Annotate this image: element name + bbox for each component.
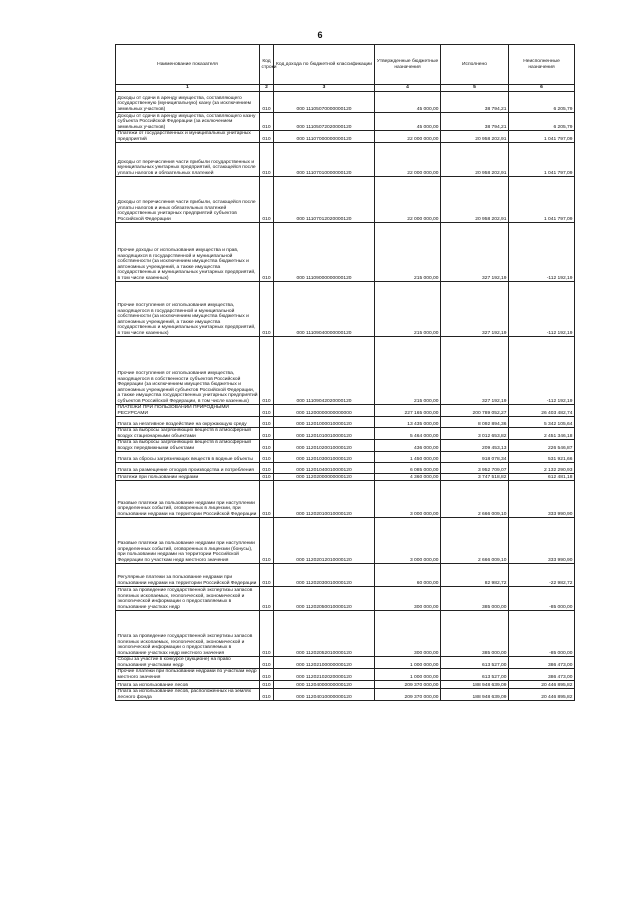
column-number: 3 [274,85,375,92]
table-row [116,587,575,611]
row-executed: 327 192,19 [441,337,509,405]
column-number: 1 [116,85,260,92]
row-unexecuted: 1 041 797,09 [509,143,575,177]
row-executed: 3 952 709,07 [441,463,509,474]
table-row [116,463,575,474]
row-approved: 22 000 000,00 [375,177,441,223]
header-line-code: Код строки [260,45,274,85]
row-unexecuted: 20 446 895,82 [509,689,575,701]
row-budget-code: 000 11107012020000120 [274,177,375,223]
table-row [116,669,575,681]
row-budget-code: 000 11200000000000000 [274,405,375,417]
row-budget-code: 000 11204010000000120 [274,689,375,701]
row-unexecuted: 2 132 290,93 [509,463,575,474]
row-unexecuted: 5 342 105,64 [509,417,575,428]
row-name: ПЛАТЕЖИ ПРИ ПОЛЬЗОВАНИИ ПРИРОДНЫМИ РЕСУРСАМИ [116,405,260,417]
row-line-code: 010 [260,474,274,481]
row-approved: 22 000 000,00 [375,143,441,177]
header-name: Наименование показателя [116,45,260,85]
table-row [116,113,575,131]
row-approved: 1 000 000,00 [375,669,441,681]
row-budget-code: 000 11201020010000120 [274,440,375,452]
row-budget-code: 000 11202010010000120 [274,481,375,518]
table-row [116,689,575,701]
row-unexecuted: 26 403 482,74 [509,405,575,417]
row-unexecuted: 531 921,66 [509,452,575,463]
row-unexecuted: -22 982,72 [509,564,575,587]
row-budget-code: 000 11201040010000120 [274,463,375,474]
row-name: Плата за использование лесов, расположенных на землях лесного фонда [116,689,260,701]
row-budget-code: 000 11202030010000120 [274,564,375,587]
table-row [116,405,575,417]
row-budget-code: 000 11109040000000120 [274,282,375,337]
row-budget-code: 000 11201030010000120 [274,452,375,463]
row-executed: 20 958 202,91 [441,131,509,143]
row-unexecuted: 612 481,18 [509,474,575,481]
row-line-code: 010 [260,440,274,452]
table-row [116,143,575,177]
row-name: Разовые платежи за пользование недрами при наступлении определенных событий, оговоренных в лицензии (бонусы), при пользовании недрами на территории Российской Федерации по участкам недр местного значения [116,518,260,564]
row-unexecuted: -112 192,19 [509,337,575,405]
row-name: Доходы от перечисления части прибыли, остающейся после уплаты налогов и иных обязательных платежей государственных унитарных предприятий субъектов Российской Федерации [116,177,260,223]
table-row [116,481,575,518]
row-line-code: 010 [260,481,274,518]
row-executed: 8 092 894,36 [441,417,509,428]
row-budget-code: 000 11201010010000120 [274,428,375,440]
row-name: Прочие доходы от использования имущества и прав, находящихся в государственной и муниципальной собственности (за исключением имущества бюджетных и автономных учреждений, а также имущества государственных и муниципальных унитарных предприятий, в том числе казенных) [116,223,260,282]
row-line-code: 010 [260,669,274,681]
row-approved: 22 000 000,00 [375,131,441,143]
row-unexecuted: 386 473,00 [509,657,575,669]
row-executed: 3 012 653,82 [441,428,509,440]
row-unexecuted: -85 000,00 [509,587,575,611]
table-row [116,417,575,428]
row-unexecuted: -112 192,19 [509,282,575,337]
row-executed: 2 666 009,10 [441,481,509,518]
row-name: Плата за проведение государственной экспертизы запасов полезных ископаемых, геологической, экономической и экологической информации о предоставляемых в пользование участках недр [116,587,260,611]
table-row [116,474,575,481]
row-name: Доходы от сдачи в аренду имущества, составляющего государственную (муниципальную) казну (за исключением земельных участков) [116,92,260,113]
row-line-code: 010 [260,337,274,405]
row-budget-code: 000 11201000010000120 [274,417,375,428]
row-approved: 60 000,00 [375,564,441,587]
row-line-code: 010 [260,143,274,177]
row-line-code: 010 [260,681,274,689]
row-name: Прочие поступления от использования имущества, находящегося в государственной и муниципальной собственности (за исключением имущества бюджетных и автономных учреждений, а также имущества государственных и муниципальных унитарных предприятий, в том числе казенных) [116,282,260,337]
header-executed: Исполнено [441,45,509,85]
row-line-code: 010 [260,92,274,113]
table-row [116,452,575,463]
table-row [116,337,575,405]
row-executed: 327 192,19 [441,223,509,282]
row-approved: 45 000,00 [375,92,441,113]
row-name: Плата за выбросы загрязняющих веществ в атмосферный воздух стационарными объектами [116,428,260,440]
row-executed: 38 794,21 [441,113,509,131]
row-executed: 918 078,34 [441,452,509,463]
column-number: 2 [260,85,274,92]
row-line-code: 010 [260,689,274,701]
table-row [116,564,575,587]
row-budget-code: 000 11109000000000120 [274,223,375,282]
row-budget-code: 000 11202052010000120 [274,611,375,657]
row-unexecuted: 1 041 797,09 [509,131,575,143]
row-line-code: 010 [260,657,274,669]
row-line-code: 010 [260,452,274,463]
page-number: 6 [317,30,323,40]
header-unexecuted: Неисполненные назначения [509,45,575,85]
row-approved: 436 000,00 [375,440,441,452]
row-approved: 300 000,00 [375,611,441,657]
row-line-code: 010 [260,587,274,611]
row-name: Плата за негативное воздействие на окружающую среду [116,417,260,428]
row-approved: 209 370 000,00 [375,689,441,701]
table-body [116,92,575,701]
row-budget-code: 000 11202050010000120 [274,587,375,611]
row-executed: 20 958 202,91 [441,143,509,177]
row-approved: 1 450 000,00 [375,452,441,463]
table-row [116,440,575,452]
row-line-code: 010 [260,417,274,428]
row-unexecuted: 386 473,00 [509,669,575,681]
row-unexecuted: -112 192,19 [509,223,575,282]
row-budget-code: 000 11202012010000120 [274,518,375,564]
column-number: 6 [509,85,575,92]
header-row [116,45,575,85]
revenue-table [115,44,575,701]
row-budget-code: 000 11107010000000120 [274,143,375,177]
row-name: Доходы от перечисления части прибыли государственных и муниципальных унитарных предприятий, остающейся после уплаты налогов и обязательных платежей [116,143,260,177]
column-number: 4 [375,85,441,92]
table-row [116,177,575,223]
row-executed: 38 794,21 [441,92,509,113]
row-executed: 3 747 518,82 [441,474,509,481]
row-executed: 385 000,00 [441,611,509,657]
table-row [116,131,575,143]
row-executed: 2 666 009,10 [441,518,509,564]
row-budget-code: 000 11109042020000120 [274,337,375,405]
row-approved: 3 000 000,00 [375,481,441,518]
row-executed: 327 192,19 [441,282,509,337]
column-number-row [116,85,575,92]
row-approved: 13 435 000,00 [375,417,441,428]
row-approved: 3 000 000,00 [375,518,441,564]
row-name: Платежи от государственных и муниципальных унитарных предприятий [116,131,260,143]
row-unexecuted: 1 041 797,09 [509,177,575,223]
row-unexecuted: 6 205,79 [509,113,575,131]
table-row [116,428,575,440]
table-row [116,282,575,337]
row-line-code: 010 [260,518,274,564]
table-row [116,657,575,669]
row-line-code: 010 [260,113,274,131]
row-executed: 200 789 052,27 [441,405,509,417]
row-name: Плата за размещение отходов производства и потребления [116,463,260,474]
row-executed: 209 453,13 [441,440,509,452]
header-budget-code: Код дохода по бюджетной классификации [274,45,375,85]
row-unexecuted: 333 990,90 [509,518,575,564]
row-line-code: 010 [260,564,274,587]
row-line-code: 010 [260,177,274,223]
row-approved: 215 000,00 [375,282,441,337]
row-executed: 613 527,00 [441,669,509,681]
row-name: Сборы за участие в конкурсе (аукционе) на право пользования участками недр [116,657,260,669]
table-row [116,92,575,113]
column-number: 5 [441,85,509,92]
table-row [116,681,575,689]
row-name: Прочие платежи при пользовании недрами по участкам недр местного значения [116,669,260,681]
row-budget-code: 000 11202102020000120 [274,669,375,681]
row-name: Разовые платежи за пользование недрами при наступлении определенных событий, оговоренных в лицензии, при пользовании недрами на территории Российской Федерации [116,481,260,518]
row-budget-code: 000 11105070000000120 [274,92,375,113]
row-unexecuted: -85 000,00 [509,611,575,657]
row-executed: 82 982,72 [441,564,509,587]
row-name: Прочие поступления от использования имущества, находящегося в собственности субъектов Российской Федерации (за исключением имущества бюджетных и автономных учреждений субъектов Российской Федерации, а также имущества государственных унитарных предприятий субъектов Российской Федерации, в том числе казенных) [116,337,260,405]
row-executed: 188 948 639,09 [441,689,509,701]
row-approved: 227 165 000,00 [375,405,441,417]
row-name: Регулярные платежи за пользование недрами при пользовании недрами на территории Российской Федерации [116,564,260,587]
row-name: Плата за сбросы загрязняющих веществ в водные объекты [116,452,260,463]
table-row [116,223,575,282]
row-line-code: 010 [260,463,274,474]
row-approved: 215 000,00 [375,223,441,282]
row-approved: 209 370 000,00 [375,681,441,689]
row-unexecuted: 333 990,90 [509,481,575,518]
row-line-code: 010 [260,223,274,282]
row-executed: 613 527,00 [441,657,509,669]
row-approved: 4 360 000,00 [375,474,441,481]
row-budget-code: 000 11105072020000120 [274,113,375,131]
row-unexecuted: 20 446 895,82 [509,681,575,689]
row-approved: 5 464 000,00 [375,428,441,440]
row-unexecuted: 6 205,79 [509,92,575,113]
row-approved: 6 085 000,00 [375,463,441,474]
row-line-code: 010 [260,405,274,417]
row-name: Платежи при пользовании недрами [116,474,260,481]
row-approved: 45 000,00 [375,113,441,131]
row-name: Плата за использование лесов [116,681,260,689]
row-approved: 1 000 000,00 [375,657,441,669]
row-line-code: 010 [260,282,274,337]
row-executed: 20 958 202,91 [441,177,509,223]
row-line-code: 010 [260,611,274,657]
row-budget-code: 000 11202100000000120 [274,657,375,669]
row-budget-code: 000 11107000000000120 [274,131,375,143]
row-approved: 215 000,00 [375,337,441,405]
row-name: Плата за проведение государственной экспертизы запасов полезных ископаемых, геологической, экономической и экологической информации о предоставляемых в пользование участках недр местного значения [116,611,260,657]
row-unexecuted: 226 546,87 [509,440,575,452]
row-name: Доходы от сдачи в аренду имущества, составляющего казну субъекта Российской Федерации (за исключением земельных участков) [116,113,260,131]
row-budget-code: 000 11202000000000120 [274,474,375,481]
row-executed: 188 948 639,09 [441,681,509,689]
row-executed: 385 000,00 [441,587,509,611]
row-line-code: 010 [260,131,274,143]
row-unexecuted: 2 451 346,18 [509,428,575,440]
row-approved: 300 000,00 [375,587,441,611]
table-row [116,518,575,564]
table-row [116,611,575,657]
row-name: Плата за выбросы загрязняющих веществ в атмосферный воздух передвижными объектами [116,440,260,452]
row-budget-code: 000 11204000000000120 [274,681,375,689]
row-line-code: 010 [260,428,274,440]
header-approved: Утвержденные бюджетные назначения [375,45,441,85]
